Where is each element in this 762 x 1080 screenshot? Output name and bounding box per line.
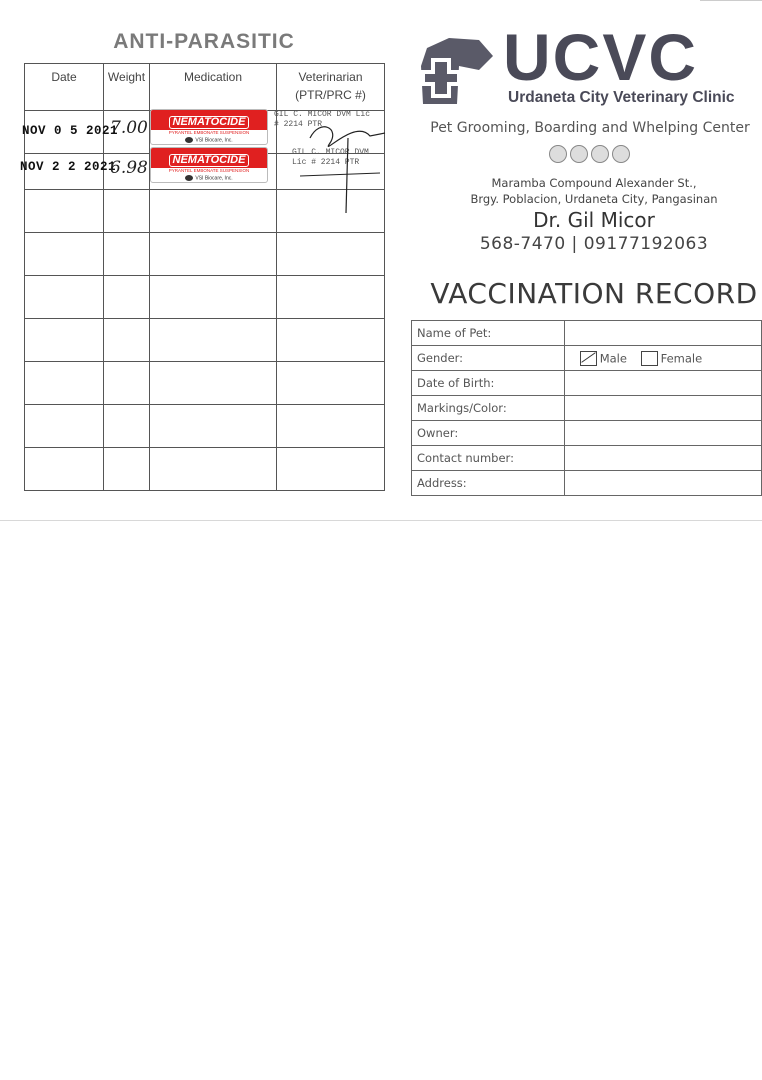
markings-row xyxy=(412,396,762,421)
male-label: Male xyxy=(599,351,627,365)
header-date: Date xyxy=(25,64,104,111)
page-fold-line xyxy=(0,520,762,521)
markings-label: Markings/Color: xyxy=(412,396,565,421)
contact-row xyxy=(412,446,762,471)
maker-logo-icon xyxy=(185,175,193,181)
table-row xyxy=(25,448,385,491)
header-vet-line2: (PTR/PRC #) xyxy=(295,88,366,102)
contact-label: Contact number: xyxy=(412,446,565,471)
entry-2-date: NOV 2 2 2021 xyxy=(20,160,117,174)
pet-name-row xyxy=(412,321,762,346)
clinic-name: Urdaneta City Veterinary Clinic xyxy=(508,89,735,106)
anti-parasitic-title: ANTI-PARASITIC xyxy=(113,30,295,53)
pet-name-field[interactable] xyxy=(564,321,761,346)
female-checkbox[interactable] xyxy=(641,351,658,366)
owner-row xyxy=(412,421,762,446)
table-row xyxy=(25,405,385,448)
clinic-address-line2: Brgy. Poblacion, Urdaneta City, Pangasinan xyxy=(470,192,718,206)
paw-icon xyxy=(549,145,567,163)
vaccination-record-title: VACCINATION RECORD xyxy=(430,277,758,310)
clinic-doctor: Dr. Gil Micor xyxy=(533,208,655,232)
address-field[interactable] xyxy=(564,471,761,496)
dob-row xyxy=(412,371,762,396)
female-label: Female xyxy=(660,351,703,365)
gender-label: Gender: xyxy=(412,346,565,371)
owner-label: Owner: xyxy=(412,421,565,446)
address-label: Address: xyxy=(412,471,565,496)
dog-icon xyxy=(591,145,609,163)
header-medication: Medication xyxy=(150,64,277,111)
service-icons xyxy=(549,145,633,167)
scan-edge-line xyxy=(700,0,762,1)
clinic-logo-icon xyxy=(419,36,495,106)
pet-info-table xyxy=(411,320,762,496)
entry-2-medication-sticker xyxy=(150,147,268,183)
table-row xyxy=(25,319,385,362)
contact-field[interactable] xyxy=(564,446,761,471)
table-row xyxy=(25,276,385,319)
table-row xyxy=(25,233,385,276)
entry-2-vet-stamp: GIL C. MICOR DVM Lic # 2214 PTR xyxy=(292,148,369,167)
header-veterinarian xyxy=(277,64,385,111)
entry-2-weight: 6.98 xyxy=(110,158,148,178)
pet-name-label: Name of Pet: xyxy=(412,321,565,346)
entry-2-maker: VSI Biocare, Inc. xyxy=(151,173,267,181)
entry-2-medication: NEMATOCIDE xyxy=(169,154,250,167)
clinic-logo-text: UCVC xyxy=(503,20,699,94)
pet-icon xyxy=(612,145,630,163)
markings-field[interactable] xyxy=(564,396,761,421)
dob-label: Date of Birth: xyxy=(412,371,565,396)
entry-1-medication-sticker xyxy=(150,109,268,145)
clinic-tagline: Pet Grooming, Boarding and Whelping Center xyxy=(430,120,750,136)
owner-field[interactable] xyxy=(564,421,761,446)
entry-1-vet-stamp: GIL C. MICOR DVM Lic # 2214 PTR xyxy=(274,110,371,129)
clinic-address-line1: Maramba Compound Alexander St., xyxy=(491,176,697,190)
table-row xyxy=(25,362,385,405)
entry-2-medication-sub: PYRANTEL EMBONATE SUSPENSION xyxy=(168,168,250,173)
clinic-phones: 568-7470 | 09177192063 xyxy=(479,234,709,254)
entry-1-medication: NEMATOCIDE xyxy=(169,116,250,129)
address-row xyxy=(412,471,762,496)
male-checkbox[interactable] xyxy=(580,351,597,366)
vet-signature-scribble xyxy=(300,108,390,218)
header-weight: Weight xyxy=(104,64,150,111)
maker-logo-icon xyxy=(185,137,193,143)
table-header-row xyxy=(25,64,385,111)
entry-1-medication-sub: PYRANTEL EMBONATE SUSPENSION xyxy=(168,130,250,135)
entry-1-weight: 7.00 xyxy=(110,118,148,138)
entry-1-date: NOV 0 5 2021 xyxy=(22,124,119,138)
header-vet-line1: Veterinarian xyxy=(298,70,363,84)
entry-1-maker: VSI Biocare, Inc. xyxy=(151,135,267,143)
dob-field[interactable] xyxy=(564,371,761,396)
gender-row xyxy=(412,346,762,371)
gender-field xyxy=(564,346,761,371)
cat-icon xyxy=(570,145,588,163)
